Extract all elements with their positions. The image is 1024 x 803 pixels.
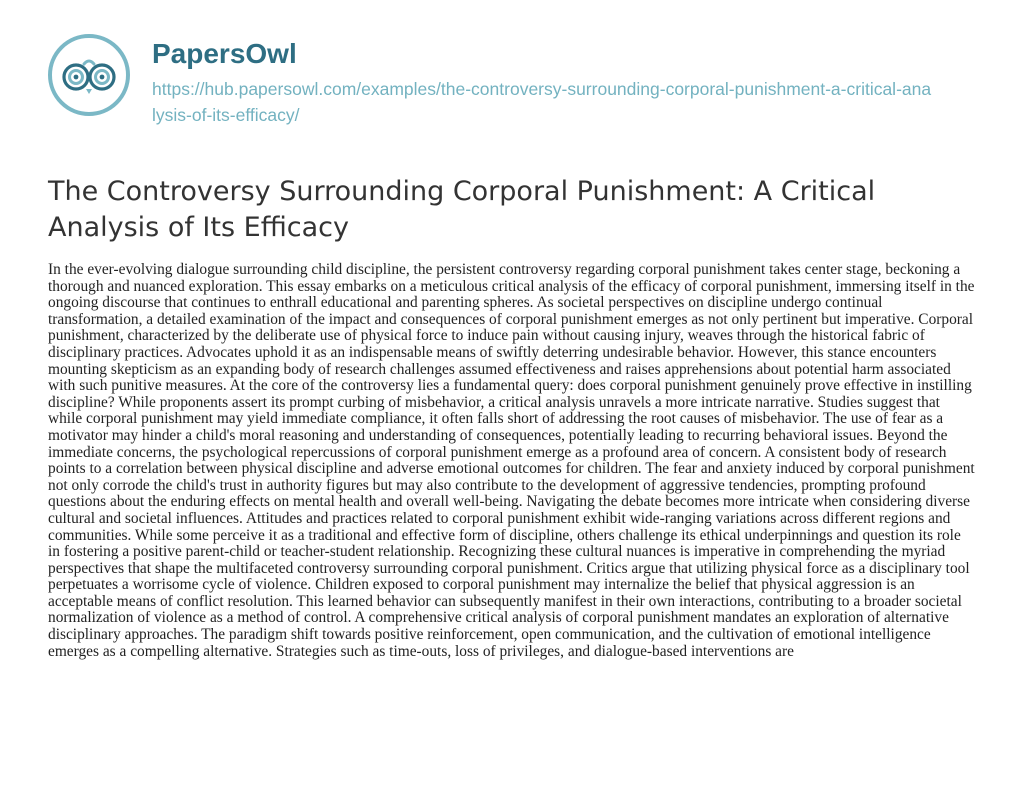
papersowl-logo-icon: [48, 34, 130, 116]
document-body: In the ever-evolving dialogue surrounding child discipline, the persistent controversy regarding corporal punishment takes center stage, beckoning a thorough and nuanced exploration. This essay embarks on a meticulous critical analysis of the efficacy of corporal punishment, immersing itself in the ongoing discourse that continues to enthrall educational and parenting spheres. As societal perspectives on discipline undergo continual transformation, a detailed examination of the impact and consequences of corporal punishment emerges as not only pertinent but imperative. Corporal punishment, characterized by the deliberate use of physical force to induce pain without causing injury, weaves through the historical fabric of disciplinary practices. Advocates uphold it as an indispensable means of swiftly deterring undesirable behavior. However, this stance encounters mounting skepticism as an expanding body of research challenges assumed effectiveness and raises apprehensions about potential harm associated with such punitive measures. At the core of the controversy lies a fundamental query: does corporal punishment genuinely prove effective in instilling discipline? While proponents assert its prompt curbing of misbehavior, a critical analysis unravels a more intricate narrative. Studies suggest that while corporal punishment may yield immediate compliance, it often falls short of addressing the root causes of misbehavior. The use of fear as a motivator may hinder a child's moral reasoning and understanding of consequences, potentially leading to recurring behavioral issues. Beyond the immediate concerns, the psychological repercussions of corporal punishment emerge as a profound area of concern. A consistent body of research points to a correlation between physical discipline and adverse emotional outcomes for children. The fear and anxiety induced by corporal punishment not only corrode the child's trust in authority figures but may also contribute to the development of aggressive tendencies, prompting profound questions about the enduring effects on mental health and overall well-being. Navigating the debate becomes more intricate when considering diverse cultural and societal influences. Attitudes and practices related to corporal punishment exhibit wide-ranging variations across different regions and communities. While some perceive it as a traditional and effective form of discipline, others challenge its ethical underpinnings and question its role in fostering a positive parent-child or teacher-student relationship. Recognizing these cultural nuances is imperative in comprehending the myriad perspectives that shape the multifaceted controversy surrounding corporal punishment. Critics argue that utilizing physical force as a disciplinary tool perpetuates a worrisome cycle of violence. Children exposed to corporal punishment may internalize the belief that physical aggression is an acceptable means of conflict resolution. This learned behavior can subsequently manifest in their own interactions, contributing to a broader societal normalization of violence as a method of control. A comprehensive critical analysis of corporal punishment mandates an exploration of alternative disciplinary approaches. The paradigm shift towards positive reinforcement, open communication, and the cultivation of emotional intelligence emerges as a compelling alternative. Strategies such as time-outs, loss of privileges, and dialogue-based interventions are: [48, 261, 975, 660]
owl-eyes-icon: [48, 34, 130, 116]
brand-block: [152, 34, 932, 128]
header: [48, 34, 932, 128]
source-url-link[interactable]: https://hub.papersowl.com/examples/the-controversy-surrounding-corporal-punishment-a-critical-analysis-of-its-efficacy/: [152, 79, 932, 125]
document-title: The Controversy Surrounding Corporal Punishment: A Critical Analysis of Its Efficacy: [48, 176, 876, 243]
brand-name: PapersOwl: [152, 38, 297, 69]
